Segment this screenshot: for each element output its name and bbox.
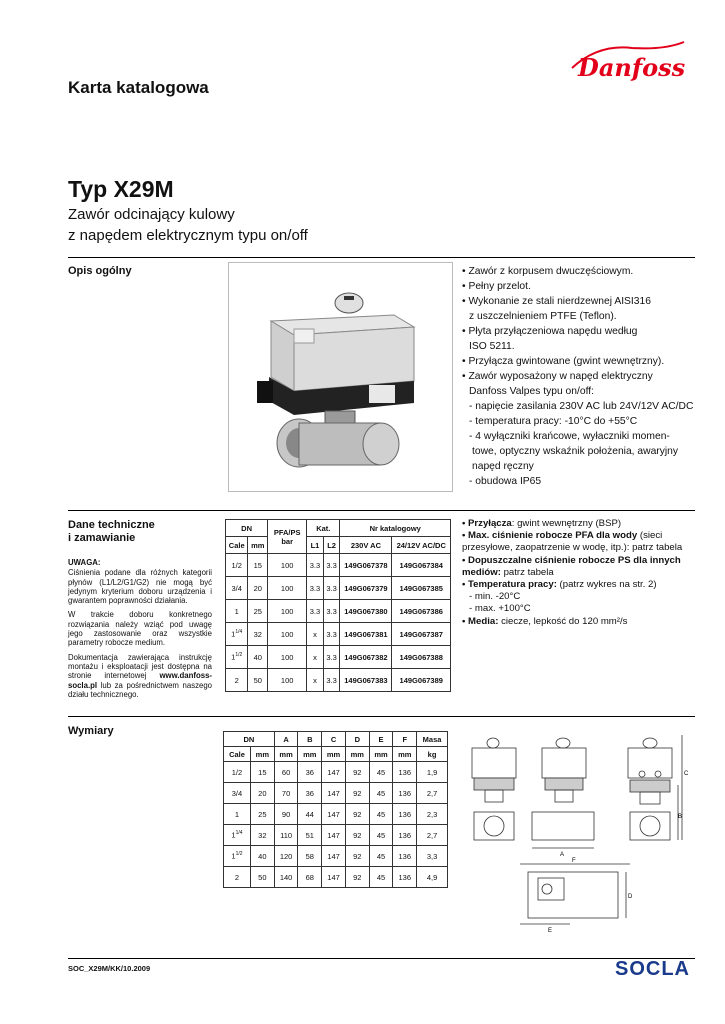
order-cell-pfa: 100: [268, 554, 307, 577]
bullet-actuator-line1: • Zawór wyposażony w napęd elektryczny: [462, 371, 653, 382]
dim-cell: 147: [322, 846, 346, 867]
subtitle-line-2: z napędem elektrycznym typu on/off: [68, 227, 308, 244]
order-cell-l2: 3.3: [323, 554, 340, 577]
order-cell-cale: 1: [226, 600, 248, 623]
section-label-dimensions: Wymiary: [68, 725, 114, 737]
bullet-material-line2: z uszczelnieniem PTFE (Teflon).: [469, 311, 617, 322]
divider-general: [68, 257, 695, 258]
dim-th-dn: DN: [224, 732, 275, 747]
dimension-row: [224, 762, 448, 783]
order-cell-l1: x: [307, 623, 324, 646]
fraction-sup: 1/2: [235, 851, 243, 858]
dim-cell: 58: [298, 846, 322, 867]
order-cell-cale: $1^{1/2}$: [226, 646, 248, 669]
th-kat: Kat.: [307, 520, 340, 537]
dim-th-b: B: [298, 732, 322, 747]
bullet-actuator-temp: - temperatura pracy: -10°C do +55°C: [469, 416, 638, 427]
th-230: 230V AC: [340, 537, 392, 554]
drawing-letter-d: D: [628, 894, 633, 900]
dim-cell: 2,7: [417, 783, 448, 804]
spec-connections-value: : gwint wewnętrzny (BSP): [511, 518, 622, 529]
order-cell-c230: 149G067381: [340, 623, 392, 646]
dim-th-a: A: [274, 732, 298, 747]
dim-cell: 136: [393, 867, 417, 888]
dim-cell: 45: [369, 867, 393, 888]
order-cell-l1: 3.3: [307, 554, 324, 577]
bullet-thread: • Przyłącza gwintowane (gwint wewnętrzny).: [462, 356, 665, 367]
dim-cell-cale: $1^{1/4}$: [224, 825, 251, 846]
socla-logo: SOCLA: [615, 958, 690, 980]
note-documentation: [68, 653, 212, 699]
technical-label-line1: Dane techniczne: [68, 519, 155, 531]
order-row: [226, 623, 451, 646]
order-cell-c24: 149G067385: [392, 577, 451, 600]
order-row: [226, 669, 451, 692]
dim-cell: 136: [393, 846, 417, 867]
bullet-actuator-switches-1: - 4 wyłączniki krańcowe, wyłaczniki momen-: [469, 431, 670, 442]
bullet-bore: • Pełny przelot.: [462, 281, 531, 292]
bullet-iso: [462, 325, 697, 353]
divider-technical: [68, 510, 695, 511]
dim-cell: 136: [393, 783, 417, 804]
th-cale: Cale: [226, 537, 248, 554]
spec-media-value: ciecze, lepkość do 120 mm²/s: [498, 615, 628, 627]
dim-cell: 147: [322, 825, 346, 846]
bullet-actuator-ip: - obudowa IP65: [469, 476, 542, 487]
dim-unit-cale: Cale: [224, 747, 251, 762]
spec-media: [462, 616, 697, 628]
dim-cell: 44: [298, 804, 322, 825]
fraction-sup: 1/4: [235, 830, 243, 837]
dim-cell: 1,9: [417, 762, 448, 783]
bullet-material: [462, 295, 697, 323]
dim-cell: 4,9: [417, 867, 448, 888]
dim-cell: 147: [322, 762, 346, 783]
order-cell-mm: 32: [248, 623, 268, 646]
order-cell-c24: 149G067389: [392, 669, 451, 692]
bullet-actuator: [462, 370, 697, 488]
danfoss-logo: [568, 38, 688, 86]
spec-temp-value: (patrz wykres na str. 2): [556, 579, 657, 591]
dim-cell: 120: [274, 846, 298, 867]
dim-cell: 50: [250, 867, 274, 888]
order-cell-l1: 3.3: [307, 577, 324, 600]
valve-actuator-image: [229, 263, 452, 491]
dim-unit-mm: mm: [274, 747, 298, 762]
order-row: [226, 554, 451, 577]
dim-cell: 20: [250, 783, 274, 804]
order-cell-l2: 3.3: [323, 600, 340, 623]
spec-temp-min: - min. -20°C: [469, 591, 521, 603]
dim-cell-cale: 3/4: [224, 783, 251, 804]
drawing-letter-c: C: [684, 771, 689, 777]
brand-text: Danfoss: [578, 53, 686, 82]
th-nr: Nr katalogowy: [340, 520, 451, 537]
order-cell-l2: 3.3: [323, 623, 340, 646]
technical-label-line2: i zamawianie: [68, 532, 136, 544]
order-cell-c230: 149G067379: [340, 577, 392, 600]
ordering-table: [225, 519, 451, 692]
dim-cell-cale: 1/2: [224, 762, 251, 783]
spec-temp-label: • Temperatura pracy:: [462, 579, 557, 591]
note-pressure: Ciśnienia podane dla różnych kategorii płynów (L1/L2/G1/G2) nie mogą być jedynym kryterium doboru urządzenia i gwarantem poprawności działania.: [68, 568, 212, 606]
dim-unit-mm: mm: [250, 747, 274, 762]
th-pfa: PFA/PS bar: [268, 520, 307, 554]
bullet-actuator-line2: Danfoss Valpes typu on/off:: [469, 386, 594, 397]
order-cell-l2: 3.3: [323, 577, 340, 600]
drawing-letter-b: B: [678, 814, 683, 820]
note-doc-link[interactable]: www.danfoss-socla.pl: [68, 671, 212, 690]
dimension-row: [224, 846, 448, 867]
divider-footer: [68, 958, 695, 959]
dim-cell: 136: [393, 762, 417, 783]
general-bullet-list: [462, 265, 697, 490]
product-subtitle: [68, 204, 308, 246]
dim-cell: 45: [369, 825, 393, 846]
dim-cell: 45: [369, 762, 393, 783]
order-cell-mm: 20: [248, 577, 268, 600]
section-label-general: Opis ogólny: [68, 265, 132, 277]
order-cell-mm: 25: [248, 600, 268, 623]
note-doc-text: Dokumentacja zawierająca instrukcję montażu i eksploatacji jest dostępna na stronie internetowej: [68, 652, 212, 681]
bullet-body: • Zawór z korpusem dwuczęściowym.: [462, 266, 634, 277]
drawing-letter-f: F: [572, 858, 576, 864]
order-cell-pfa: 100: [268, 600, 307, 623]
order-cell-cale: 3/4: [226, 577, 248, 600]
dim-th-c: C: [322, 732, 346, 747]
order-cell-cale: 2: [226, 669, 248, 692]
section-label-technical: [68, 519, 155, 545]
order-cell-pfa: 100: [268, 577, 307, 600]
order-cell-cale: $1^{1/4}$: [226, 623, 248, 646]
order-cell-c230: 149G067380: [340, 600, 392, 623]
spec-ps: [462, 555, 697, 579]
dim-cell: 45: [369, 783, 393, 804]
th-dn: DN: [226, 520, 268, 537]
bullet-actuator-switches-2: towe, optyczny wskaźnik położenia, awaryjny: [472, 446, 679, 457]
dim-cell: 92: [345, 783, 369, 804]
dim-cell: 32: [250, 825, 274, 846]
dim-cell-cale: 1: [224, 804, 251, 825]
spec-pfa: [462, 530, 697, 554]
product-type-title: Typ X29M: [68, 176, 174, 202]
dim-th-f: F: [393, 732, 417, 747]
dim-cell: 60: [274, 762, 298, 783]
order-cell-mm: 40: [248, 646, 268, 669]
note-selection: W trakcie doboru konkretnego rozwiązania należy wziąć pod uwagę jego zastosowanie oraz wszystkie parametry robocze medium.: [68, 610, 212, 648]
dimensions-table: [223, 731, 448, 888]
dim-cell: 90: [274, 804, 298, 825]
order-cell-l2: 3.3: [323, 646, 340, 669]
order-row: [226, 577, 451, 600]
bullet-material-line1: • Wykonanie ze stali nierdzewnej AISI316: [462, 296, 651, 307]
dim-cell: 92: [345, 867, 369, 888]
dim-cell: 147: [322, 783, 346, 804]
dim-cell: 51: [298, 825, 322, 846]
dim-cell: 147: [322, 804, 346, 825]
bullet-actuator-voltage: - napięcie zasilania 230V AC lub 24V/12V AC/DC: [469, 401, 694, 412]
dim-unit-mm: mm: [345, 747, 369, 762]
dim-cell-cale: $1^{1/2}$: [224, 846, 251, 867]
order-cell-c24: 149G067387: [392, 623, 451, 646]
dim-cell: 3,3: [417, 846, 448, 867]
page-header-title: Karta katalogowa: [68, 78, 209, 97]
dim-cell: 92: [345, 762, 369, 783]
spec-media-label: • Media:: [462, 615, 499, 627]
drawing-letter-a: A: [560, 852, 565, 858]
dim-cell: 92: [345, 846, 369, 867]
order-cell-l1: 3.3: [307, 600, 324, 623]
order-cell-l1: x: [307, 669, 324, 692]
dim-unit-mm: mm: [393, 747, 417, 762]
dimension-row: [224, 783, 448, 804]
note-title: UWAGA:: [68, 558, 101, 567]
order-cell-c24: 149G067386: [392, 600, 451, 623]
dim-unit-mm: mm: [322, 747, 346, 762]
order-cell-pfa: 100: [268, 669, 307, 692]
th-mm: mm: [248, 537, 268, 554]
order-cell-cale: 1/2: [226, 554, 248, 577]
dimension-row: [224, 825, 448, 846]
order-cell-pfa: 100: [268, 623, 307, 646]
dim-cell: 45: [369, 846, 393, 867]
dimension-row: [224, 804, 448, 825]
order-cell-c230: 149G067378: [340, 554, 392, 577]
dim-cell: 92: [345, 804, 369, 825]
dim-cell: 147: [322, 867, 346, 888]
order-cell-c24: 149G067388: [392, 646, 451, 669]
dim-th-masa: Masa: [417, 732, 448, 747]
technical-notes: [68, 558, 212, 704]
spec-pfa-label: • Max. ciśnienie robocze PFA dla wody: [462, 530, 638, 542]
dimension-drawings: [460, 730, 700, 935]
subtitle-line-1: Zawór odcinający kulowy: [68, 206, 235, 223]
bullet-actuator-switches-3: napęd ręczny: [472, 461, 534, 472]
dim-unit-mm: mm: [369, 747, 393, 762]
fraction-sup: 1/4: [235, 629, 243, 636]
spec-ps-label: • Dopuszczalne ciśnienie robocze PS dla innych mediów:: [462, 554, 681, 578]
spec-temp-max: - max. +100°C: [469, 603, 531, 615]
order-row: [226, 600, 451, 623]
dim-cell: 68: [298, 867, 322, 888]
dim-cell: 25: [250, 804, 274, 825]
order-cell-l1: x: [307, 646, 324, 669]
dim-cell: 36: [298, 783, 322, 804]
order-cell-mm: 15: [248, 554, 268, 577]
bullet-iso-line1: • Płyta przyłączeniowa napędu według: [462, 326, 638, 337]
bullet-iso-line2: ISO 5211.: [469, 341, 515, 352]
product-photo: [228, 262, 453, 492]
th-24: 24/12V AC/DC: [392, 537, 451, 554]
dim-cell: 45: [369, 804, 393, 825]
dim-cell: 70: [274, 783, 298, 804]
dim-cell: 15: [250, 762, 274, 783]
dim-cell: 36: [298, 762, 322, 783]
order-row: [226, 646, 451, 669]
spec-pfa-value: (sieci przesyłowe, zaopatrzenie w wodę, itp.): patrz tabela: [462, 530, 683, 554]
dim-cell: 92: [345, 825, 369, 846]
order-cell-pfa: 100: [268, 646, 307, 669]
note-doc-text-end: lub za pośrednictwem naszego działu technicznego.: [68, 680, 212, 699]
drawing-letter-e: E: [548, 928, 553, 934]
dimension-row: [224, 867, 448, 888]
spec-temp: [462, 579, 697, 591]
fraction-sup: 1/2: [235, 652, 243, 659]
order-cell-mm: 50: [248, 669, 268, 692]
technical-spec-list: [462, 518, 697, 628]
dim-cell: 110: [274, 825, 298, 846]
divider-dimensions: [68, 716, 695, 717]
dim-unit-mm: mm: [298, 747, 322, 762]
dim-cell-cale: 2: [224, 867, 251, 888]
order-cell-c24: 149G067384: [392, 554, 451, 577]
dim-cell: 2,7: [417, 825, 448, 846]
spec-ps-value: patrz tabela: [500, 566, 554, 578]
dim-cell: 136: [393, 825, 417, 846]
order-cell-l2: 3.3: [323, 669, 340, 692]
document-code: SOC_X29M/KK/10.2009: [68, 964, 151, 973]
dim-unit-kg: kg: [417, 747, 448, 762]
dim-cell: 40: [250, 846, 274, 867]
th-l2: L2: [323, 537, 340, 554]
dim-cell: 2,3: [417, 804, 448, 825]
dim-cell: 136: [393, 804, 417, 825]
dim-th-e: E: [369, 732, 393, 747]
th-l1: L1: [307, 537, 324, 554]
dim-cell: 140: [274, 867, 298, 888]
dim-th-d: D: [345, 732, 369, 747]
order-cell-c230: 149G067382: [340, 646, 392, 669]
spec-connections: [462, 518, 697, 530]
spec-connections-label: • Przyłącza: [462, 518, 512, 529]
order-cell-c230: 149G067383: [340, 669, 392, 692]
